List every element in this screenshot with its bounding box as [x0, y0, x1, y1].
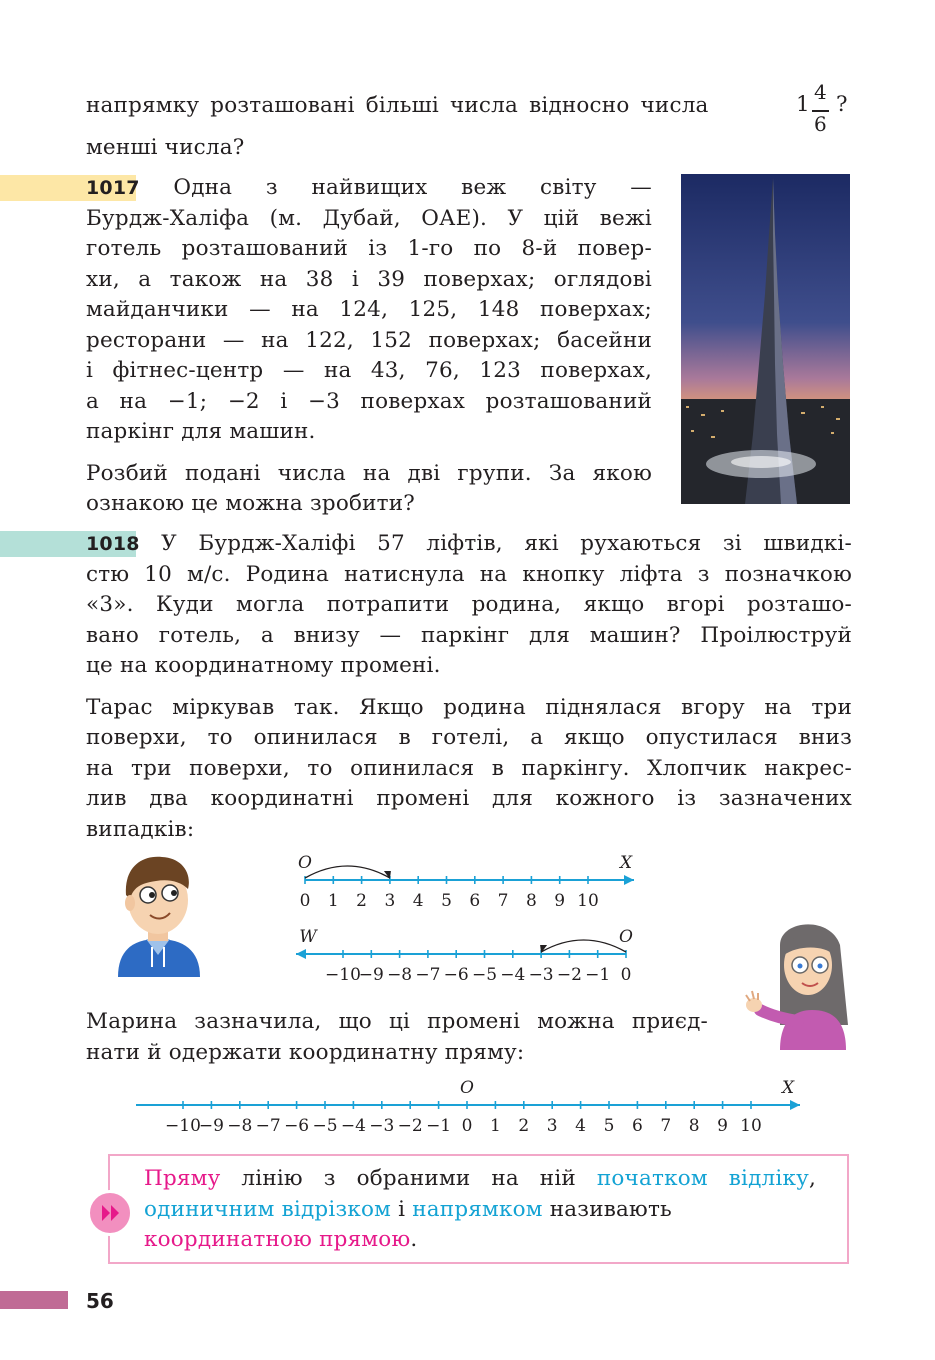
- task-1017-line: ресторани — на 122, 152 поверхах; басейни: [86, 327, 652, 353]
- tick-label: 4: [575, 1116, 587, 1136]
- tick-label: −1: [585, 965, 611, 985]
- question-mark: ?: [836, 92, 848, 117]
- def-text: лінію з обраними на ній: [220, 1166, 597, 1191]
- task-1017-text: [86, 173, 652, 520]
- tick-label: −5: [312, 1116, 338, 1136]
- tick-label: 9: [554, 891, 566, 911]
- term-origin: початком відліку: [596, 1166, 809, 1191]
- term-direction: напрямком: [412, 1196, 543, 1222]
- def-text: .: [410, 1227, 418, 1252]
- end-label: W: [299, 927, 317, 947]
- task-1018-line: це на координатному промені.: [86, 653, 441, 678]
- task-1017-line: майданчики — на 124, 125, 148 поверхах;: [86, 297, 652, 322]
- page-number: 56: [86, 1289, 114, 1313]
- task-1018-line: У Бурдж-Халіфі 57 ліфтів, які рухаються зі швидкі-: [161, 531, 852, 556]
- tick-label: −1: [426, 1116, 452, 1136]
- def-text: ,: [808, 1166, 816, 1191]
- def-text: і: [391, 1196, 413, 1222]
- tick-label: 3: [384, 891, 396, 911]
- tick-label: 8: [688, 1116, 700, 1136]
- fast-forward-icon: [87, 1190, 133, 1236]
- task-1018-text: [86, 529, 852, 845]
- tick-label: 5: [441, 891, 452, 911]
- taras-line: Тарас міркував так. Якщо родина піднялася вгору на три: [86, 694, 852, 720]
- tick-label: −6: [443, 965, 469, 985]
- page-band: [0, 1291, 68, 1309]
- tick-label: −6: [284, 1116, 310, 1136]
- origin-label: O: [619, 927, 633, 947]
- arrow-head: [624, 875, 634, 885]
- term-unit-segment: одиничним відрізком: [144, 1196, 392, 1222]
- tick-label: 4: [412, 891, 424, 911]
- tick-label: −10: [325, 965, 361, 985]
- end-label: X: [781, 1078, 795, 1098]
- origin-label: O: [460, 1078, 474, 1098]
- marina-text: [86, 1007, 708, 1068]
- arrow-head: [790, 1100, 800, 1110]
- burj-khalifa-photo: [681, 174, 850, 504]
- tick-label: 1: [489, 1116, 501, 1136]
- tick-label: −2: [556, 965, 582, 985]
- task-1017-line: і фітнес-центр — на 43, 76, 123 поверхах,: [86, 358, 652, 383]
- term-line: Пряму: [144, 1166, 221, 1191]
- mixed-numerator: 4: [814, 80, 827, 104]
- tick-label: 1: [327, 891, 339, 911]
- tick-label: −2: [397, 1116, 423, 1136]
- coordinate-ray-positive: [290, 852, 640, 914]
- task-number-1017: 1017: [86, 177, 140, 199]
- tick-label: 8: [525, 891, 537, 911]
- tick-label: 3: [546, 1116, 558, 1136]
- task-1017-line: а на −1; −2 і −3 поверхах розташований: [86, 388, 652, 414]
- arrow-head: [296, 949, 306, 959]
- tick-label: −10: [165, 1116, 201, 1136]
- term-coordinate-line: координатною прямою: [144, 1227, 411, 1252]
- tick-label: −5: [471, 965, 498, 985]
- taras-line: на три поверхи, то опинилася в паркінгу. Хлопчик накрес-: [86, 755, 852, 781]
- girl-illustration: [740, 915, 852, 1050]
- task-1018-line: «3». Куди могла потрапити родина, якщо вгорі розташо-: [86, 592, 852, 617]
- marina-line: нати й одержати координатну пряму:: [86, 1039, 525, 1065]
- task-1017-line: хи, а також на 38 і 39 поверхах; оглядові: [86, 266, 652, 292]
- taras-line: лив два координатні промені для кожного із зазначених: [86, 786, 852, 811]
- definition-text: [144, 1164, 816, 1256]
- task-1017-line: Одна з найвищих веж світу —: [173, 175, 652, 200]
- def-text: називають: [542, 1196, 672, 1222]
- tick-label: −9: [198, 1116, 224, 1136]
- taras-line: випадків:: [86, 816, 195, 842]
- tick-label: −8: [227, 1116, 253, 1136]
- jump-arc: [305, 866, 390, 878]
- coordinate-line: [130, 1075, 810, 1139]
- end-label: X: [619, 853, 633, 873]
- tick-label: 5: [603, 1116, 615, 1136]
- top-line-2: менші числа?: [86, 135, 245, 160]
- tick-label: −9: [358, 965, 384, 985]
- task-1018-line: стю 10 м/с. Родина натиснула на кнопку ліфта з позначкою: [86, 561, 852, 587]
- tick-label: 0: [299, 891, 311, 911]
- tick-label: 7: [660, 1116, 672, 1136]
- tick-label: 6: [469, 891, 481, 911]
- task-1017-line: паркінг для машин.: [86, 419, 316, 444]
- mixed-whole: 1: [796, 92, 810, 117]
- tick-label: −4: [500, 965, 526, 985]
- tick-label: 7: [497, 891, 509, 911]
- tick-label: −3: [528, 965, 554, 985]
- tick-label: 10: [740, 1116, 762, 1136]
- tick-label: 0: [461, 1116, 473, 1136]
- taras-line: поверхи, то опинилася в готелі, а якщо опустилася вниз: [86, 725, 852, 750]
- tick-label: −7: [415, 965, 441, 985]
- mixed-denominator: 6: [814, 112, 827, 136]
- task-1017-line: готель розташований із 1-го по 8-й повер-: [86, 236, 652, 261]
- boy-illustration: [108, 855, 208, 977]
- tick-label: −8: [387, 965, 413, 985]
- marina-line: Марина зазначила, що ці промені можна приєд-: [86, 1009, 708, 1034]
- task-number-1018: 1018: [86, 533, 140, 555]
- tick-label: 9: [717, 1116, 729, 1136]
- tick-label: −7: [255, 1116, 281, 1136]
- tick-label: 2: [518, 1116, 530, 1136]
- task-1017-question: Розбий подані числа на дві групи. За якою: [86, 460, 652, 486]
- tick-label: 0: [620, 965, 632, 985]
- jump-arc: [541, 940, 626, 952]
- tick-label: 10: [577, 891, 599, 911]
- top-line-1: напрямку розташовані більші числа відносно числа: [86, 93, 709, 118]
- task-1018-line: вано готель, а внизу — паркінг для машин? Проілюструй: [86, 622, 852, 648]
- task-1017-line: Бурдж-Халіфа (м. Дубай, ОАЕ). У цій вежі: [86, 205, 652, 231]
- task-1017-question: ознакою це можна зробити?: [86, 491, 416, 516]
- tick-label: −3: [369, 1116, 395, 1136]
- tick-label: 2: [356, 891, 368, 911]
- origin-label: O: [298, 853, 312, 873]
- tick-label: −4: [340, 1116, 366, 1136]
- tick-label: 6: [631, 1116, 643, 1136]
- coordinate-ray-negative: [290, 926, 640, 988]
